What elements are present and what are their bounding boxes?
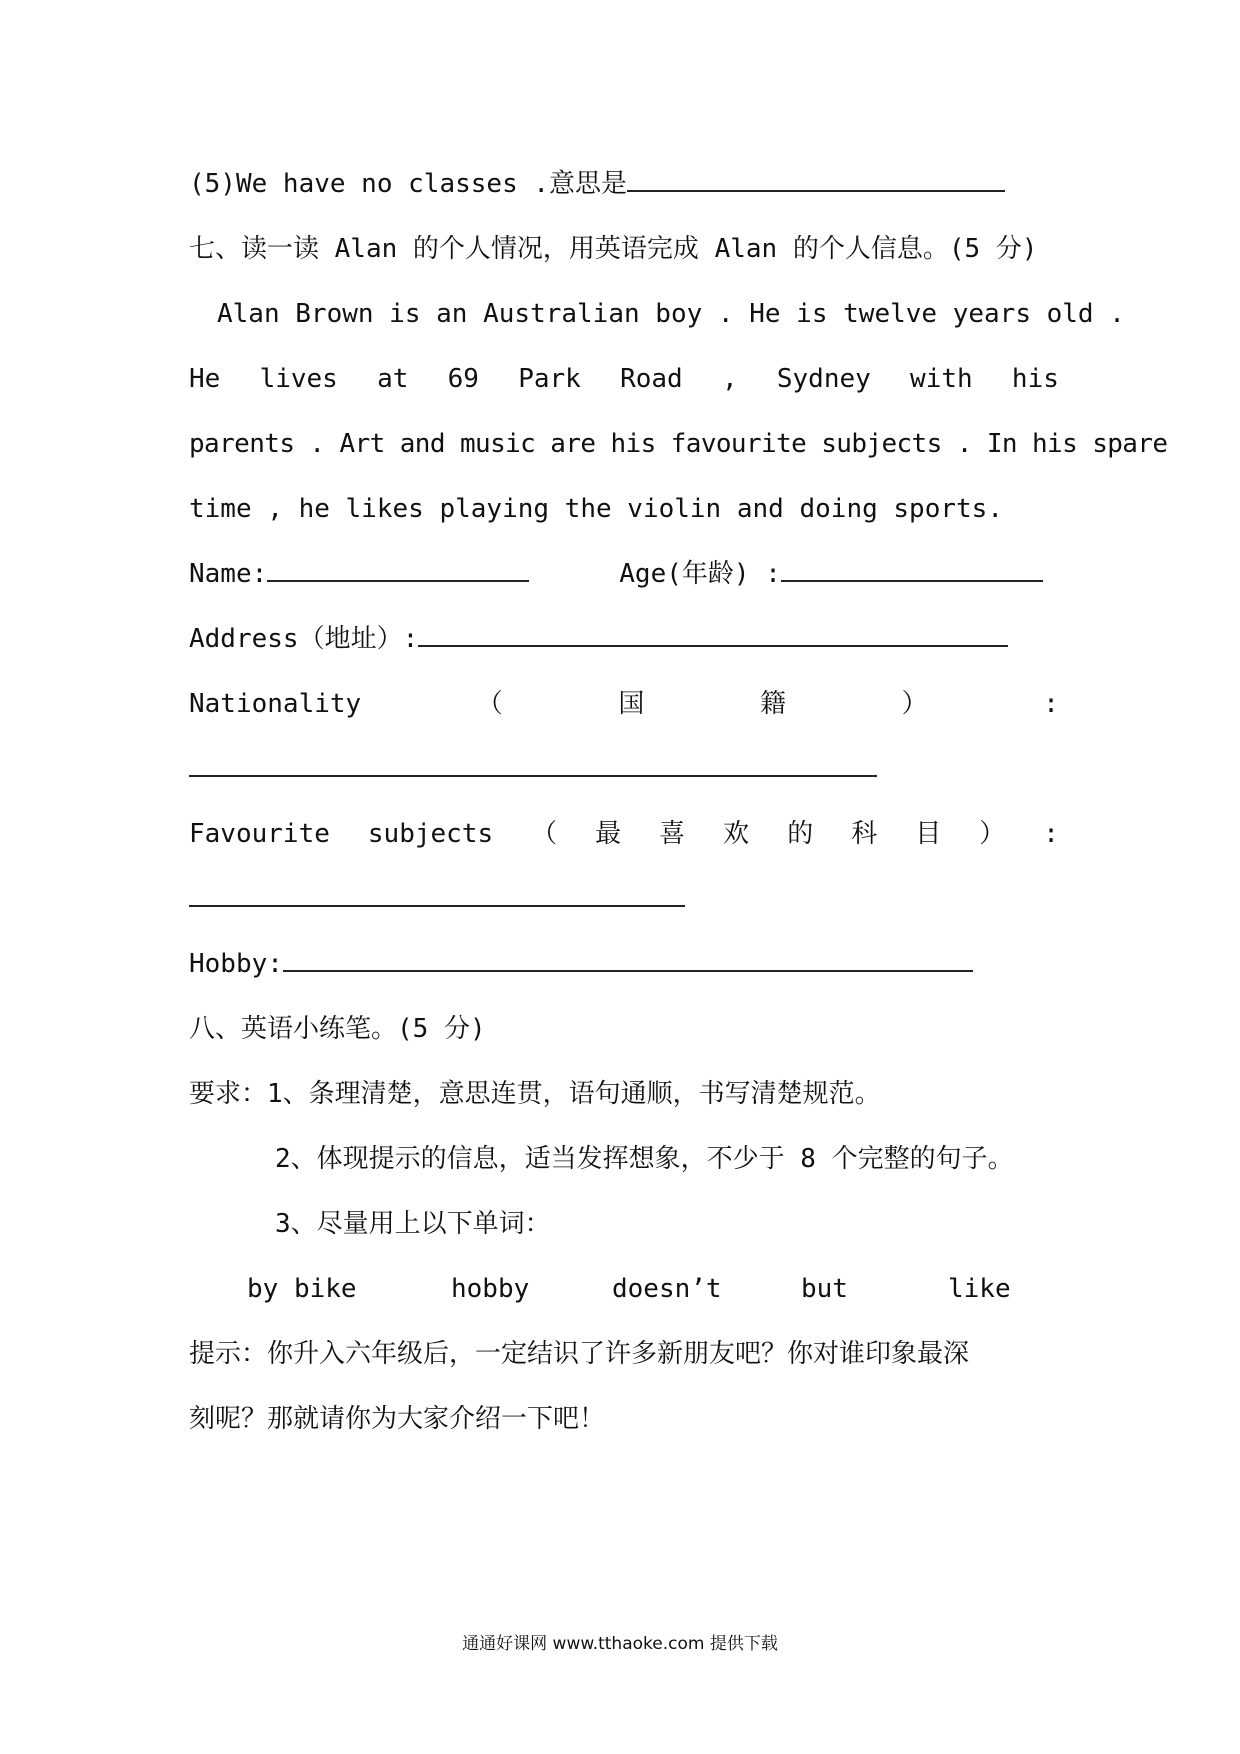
passage-word: Road — [620, 364, 683, 394]
question-5 — [189, 164, 1059, 204]
passage-line-4: time , he likes playing the violin and doing sports. — [189, 494, 1003, 524]
favourite-char: 目 — [915, 819, 942, 849]
address-blank[interactable] — [418, 623, 1008, 647]
nationality-paren-open: （ — [476, 689, 503, 719]
hobby-label: Hobby: — [189, 949, 283, 979]
favourite-label: Favourite — [189, 819, 330, 849]
nationality-char: 籍 — [760, 689, 787, 719]
favourite-char: 喜 — [659, 819, 686, 849]
passage-word: 69 — [447, 364, 479, 394]
favourite-paren-open: （ — [531, 819, 558, 849]
passage-word: Park — [518, 364, 581, 394]
requirement-1: 要求：1、条理清楚，意思连贯，语句通顺，书写清楚规范。 — [189, 1079, 881, 1109]
footer-credit: 通通好课网 www.tthaoke.com 提供下载 — [462, 1634, 778, 1654]
name-age-row — [189, 554, 1059, 594]
favourite-char: 的 — [787, 819, 814, 849]
nationality-char: 国 — [618, 689, 645, 719]
word-item: by bike — [247, 1274, 357, 1304]
nationality-label: Nationality — [189, 689, 362, 719]
passage-word: , — [721, 364, 738, 394]
favourite-char: 科 — [851, 819, 878, 849]
word-item: doesn’t — [612, 1274, 722, 1304]
word-item: like — [948, 1274, 1011, 1304]
passage-line-2 — [189, 359, 1059, 399]
name-blank[interactable] — [267, 558, 529, 582]
passage-line-3: parents . Art and music are his favourite subjects . In his spare — [189, 429, 1168, 459]
nationality-row — [189, 684, 1059, 724]
age-label: Age(年龄) : — [619, 559, 781, 589]
passage-word: his — [1011, 364, 1059, 394]
section-8-heading: 八、英语小练笔。(5 分) — [189, 1014, 486, 1044]
favourite-colon: : — [1043, 819, 1059, 849]
requirement-3: 3、尽量用上以下单词： — [275, 1209, 551, 1239]
hobby-blank[interactable] — [283, 948, 973, 972]
nationality-blank[interactable] — [189, 775, 877, 777]
passage-word: lives — [259, 364, 338, 394]
favourite-paren-close: ） — [979, 819, 1006, 849]
nationality-colon: : — [1043, 689, 1059, 719]
address-label: Address（地址）: — [189, 624, 419, 654]
passage-word: with — [910, 364, 973, 394]
passage-word: He — [189, 364, 221, 394]
hint-line-1: 提示：你升入六年级后，一定结识了许多新朋友吧？你对谁印象最深 — [189, 1339, 970, 1369]
section-7-heading: 七、读一读 Alan 的个人情况，用英语完成 Alan 的个人信息。(5 分) — [189, 234, 1038, 264]
age-blank[interactable] — [781, 558, 1043, 582]
requirement-2: 2、体现提示的信息，适当发挥想象，不少于 8 个完整的句子。 — [275, 1144, 1014, 1174]
passage-word: Sydney — [776, 364, 871, 394]
favourite-subjects-blank[interactable] — [189, 905, 685, 907]
address-row — [189, 619, 1059, 659]
answer-blank[interactable] — [627, 168, 1005, 192]
hobby-row — [189, 944, 1059, 984]
hint-line-2: 刻呢？那就请你为大家介绍一下吧！ — [189, 1404, 606, 1434]
favourite-char: 最 — [595, 819, 622, 849]
passage-line-1: Alan Brown is an Australian boy . He is twelve years old . — [217, 299, 1125, 329]
word-item: but — [801, 1274, 848, 1304]
favourite-label: subjects — [367, 819, 494, 849]
name-label: Name: — [189, 559, 268, 589]
question-5-text: (5)We have no classes .意思是 — [189, 169, 628, 199]
nationality-paren-close: ） — [901, 689, 928, 719]
favourite-char: 欢 — [723, 819, 750, 849]
word-item: hobby — [451, 1274, 530, 1304]
passage-word: at — [377, 364, 409, 394]
favourite-subjects-row — [189, 814, 1059, 854]
